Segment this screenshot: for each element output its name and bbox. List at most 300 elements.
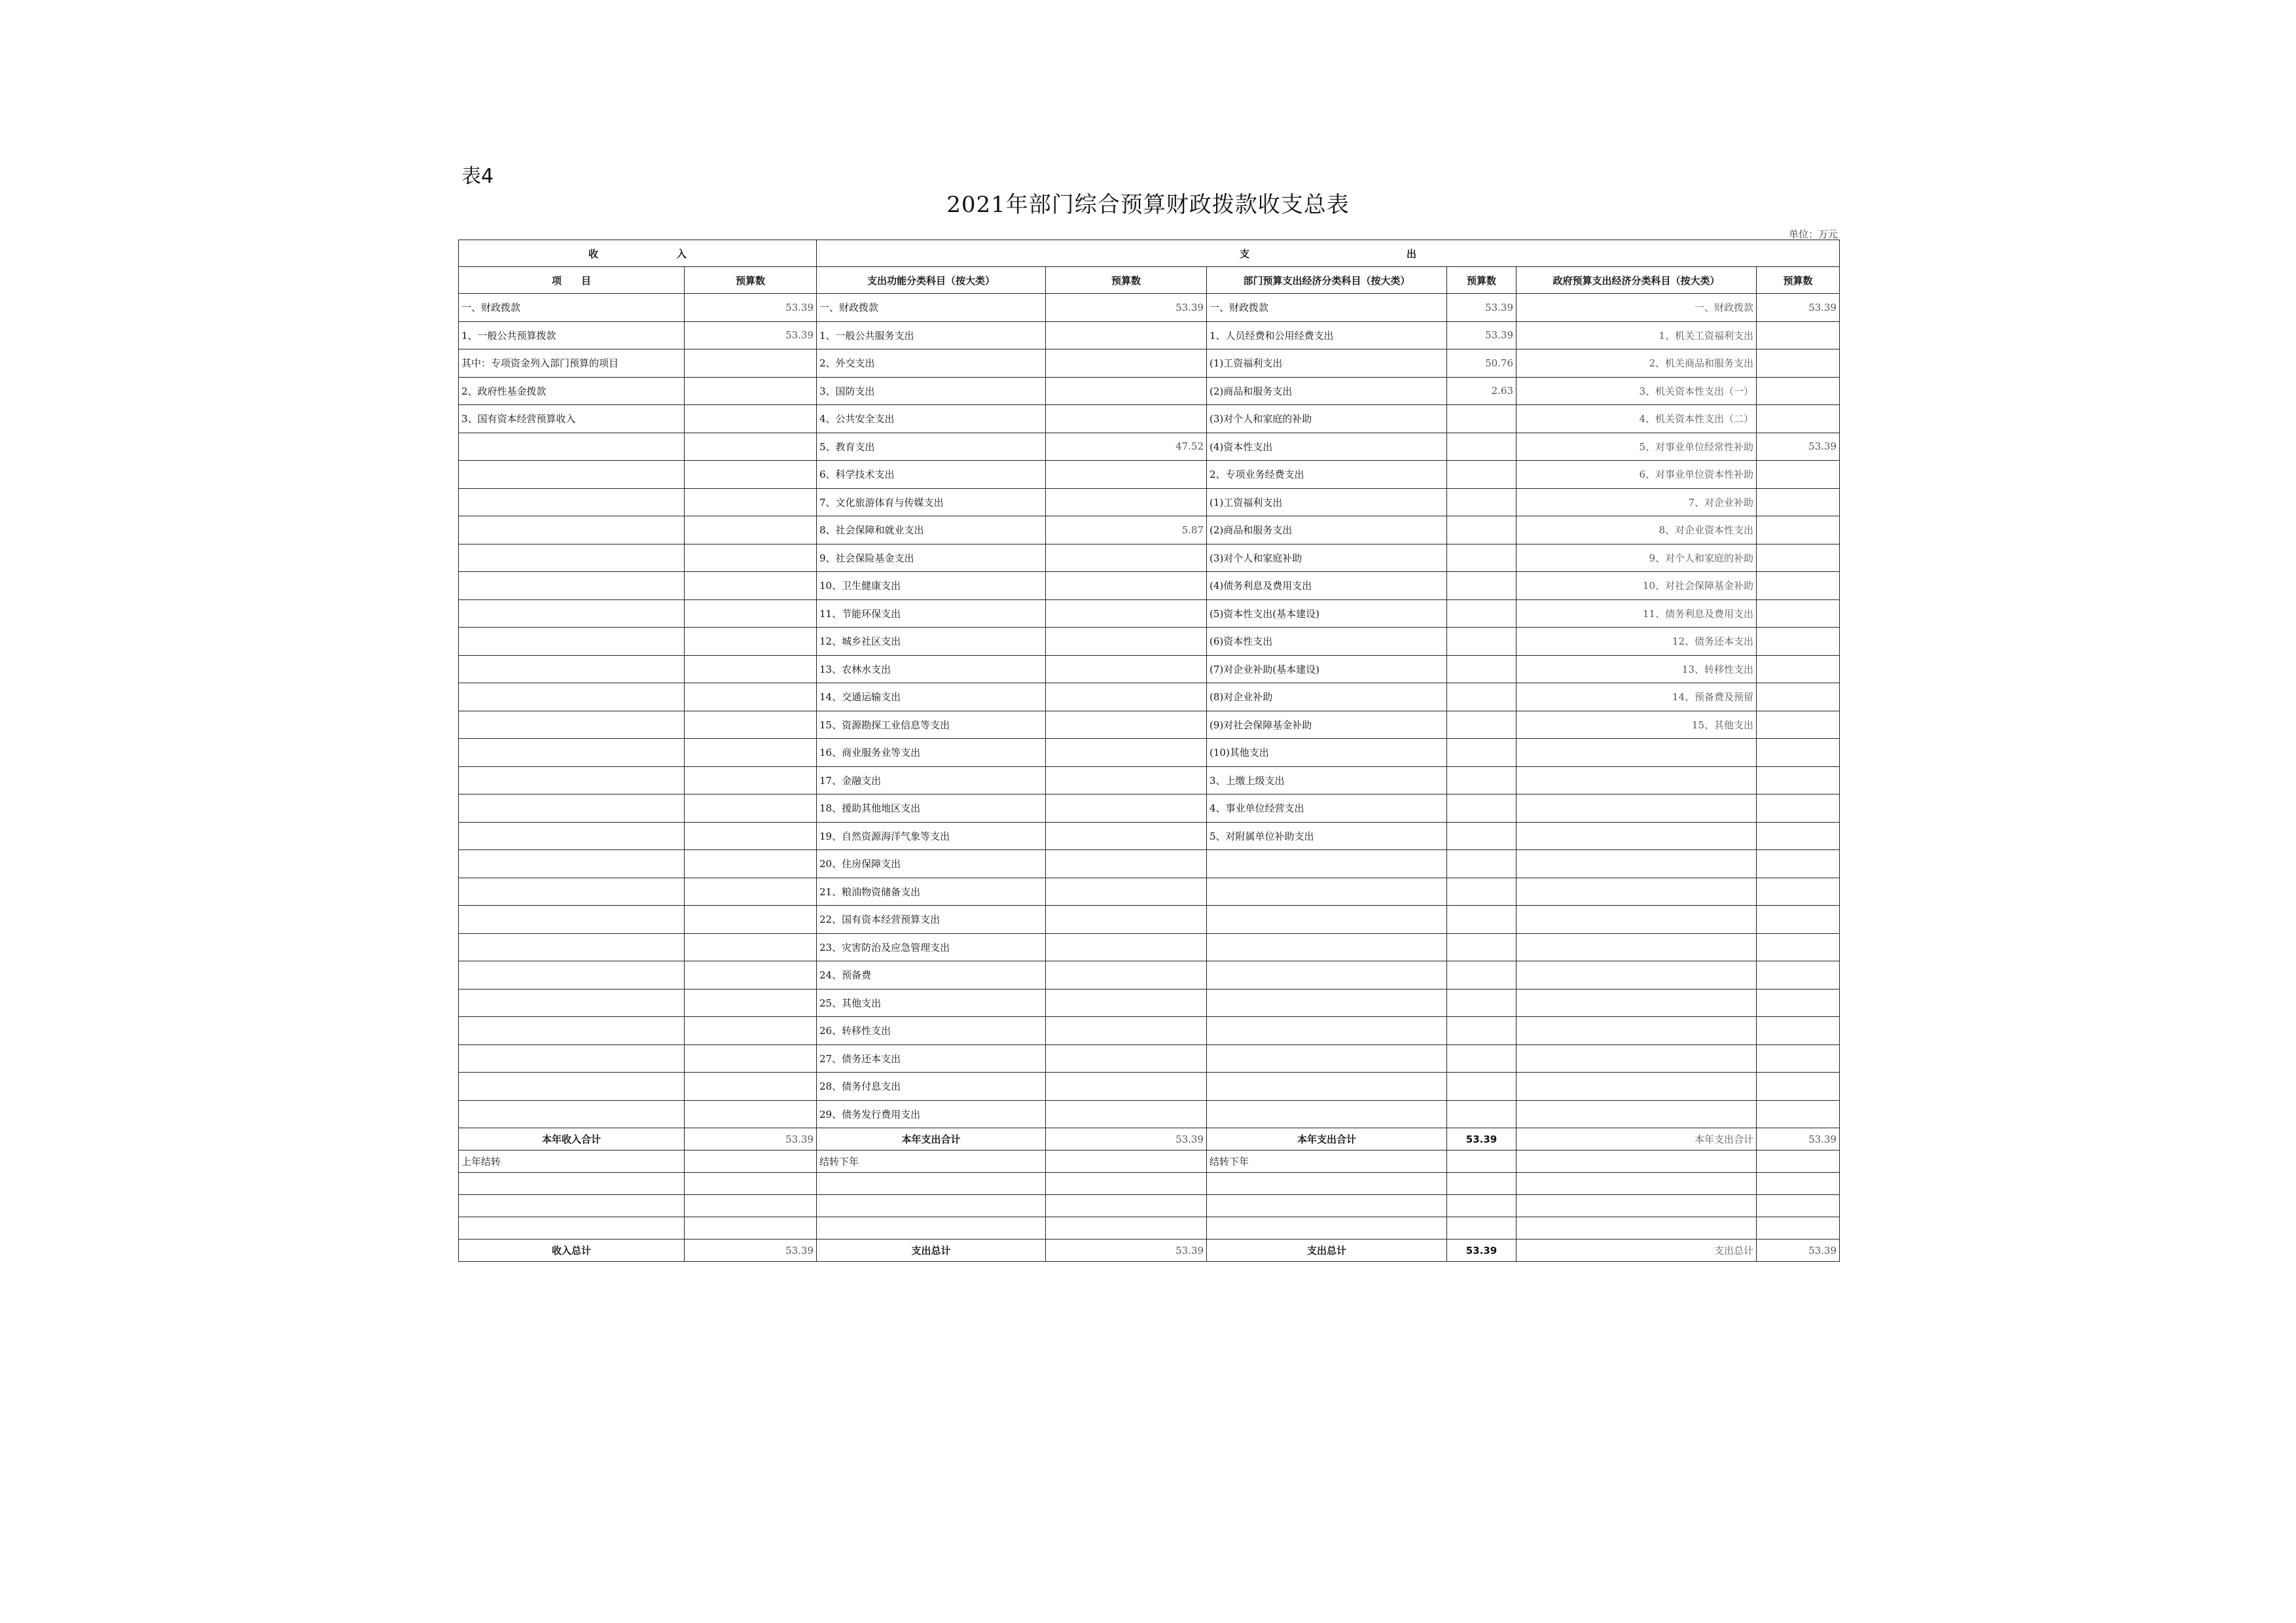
- col-header-budget: 预算数: [685, 267, 817, 294]
- budget-value-cell: [685, 850, 817, 878]
- empty-row: [459, 1195, 1840, 1217]
- item-cell: [459, 488, 685, 516]
- item-cell: [1207, 906, 1447, 934]
- budget-value-cell: 2、机关商品和服务支出: [1516, 349, 1757, 378]
- table-row: [459, 405, 1840, 433]
- budget-value-cell: [1757, 1044, 1840, 1073]
- total-value-cell: 53.39: [685, 1128, 817, 1150]
- budget-value-cell: [1757, 599, 1840, 628]
- budget-value-cell: [1447, 1044, 1516, 1073]
- item-cell: 3、上缴上级支出: [1207, 766, 1447, 794]
- budget-value-cell: 7、对企业补助: [1516, 488, 1757, 516]
- budget-value-cell: [1046, 544, 1207, 572]
- item-cell: (3)对个人和家庭的补助: [1207, 405, 1447, 433]
- item-cell: [1207, 1073, 1447, 1101]
- item-cell: [459, 433, 685, 461]
- item-cell: [459, 766, 685, 794]
- budget-value-cell: [1516, 961, 1757, 990]
- budget-value-cell: [1046, 739, 1207, 767]
- carry-label-cell: 结转下年: [1207, 1150, 1447, 1173]
- item-cell: 15、资源勘探工业信息等支出: [817, 711, 1046, 739]
- table-row: [459, 1100, 1840, 1128]
- budget-value-cell: 6、对事业单位资本性补助: [1516, 461, 1757, 489]
- budget-value-cell: [1516, 766, 1757, 794]
- empty-cell: [1516, 1195, 1757, 1217]
- item-cell: 29、债务发行费用支出: [817, 1100, 1046, 1128]
- budget-value-cell: [1757, 711, 1840, 739]
- budget-value-cell: [1447, 933, 1516, 961]
- item-cell: [459, 850, 685, 878]
- item-cell: [1207, 850, 1447, 878]
- budget-value-cell: [1757, 766, 1840, 794]
- budget-value-cell: [685, 655, 817, 683]
- budget-value-cell: 5.87: [1046, 516, 1207, 544]
- budget-value-cell: [685, 933, 817, 961]
- item-cell: 26、转移性支出: [817, 1017, 1046, 1045]
- total-value-cell: 53.39: [1046, 1128, 1207, 1150]
- table-row: [459, 878, 1840, 906]
- budget-value-cell: [685, 878, 817, 906]
- budget-value-cell: [1757, 1017, 1840, 1045]
- item-cell: [1207, 961, 1447, 990]
- item-cell: 5、教育支出: [817, 433, 1046, 461]
- budget-value-cell: [1757, 794, 1840, 823]
- total-value-cell: 53.39: [1447, 1240, 1516, 1262]
- item-cell: [459, 1044, 685, 1073]
- item-cell: [1207, 1017, 1447, 1045]
- budget-value-cell: 53.39: [1757, 433, 1840, 461]
- budget-value-cell: [1447, 850, 1516, 878]
- budget-value-cell: [685, 377, 817, 405]
- budget-value-cell: [1757, 1073, 1840, 1101]
- item-cell: (4)资本性支出: [1207, 433, 1447, 461]
- group-header-row: [459, 240, 1840, 267]
- table-row: [459, 961, 1840, 990]
- budget-value-cell: [685, 794, 817, 823]
- item-cell: 14、交通运输支出: [817, 683, 1046, 711]
- item-cell: (1)工资福利支出: [1207, 488, 1447, 516]
- budget-value-cell: [1046, 766, 1207, 794]
- total-value-cell: 53.39: [1757, 1240, 1840, 1262]
- table-label: 表4: [461, 165, 494, 188]
- budget-value-cell: [1046, 461, 1207, 489]
- item-cell: 5、对附属单位补助支出: [1207, 822, 1447, 850]
- budget-value-cell: [685, 739, 817, 767]
- budget-value-cell: [685, 1100, 817, 1128]
- table-row: [459, 349, 1840, 378]
- budget-value-cell: [1447, 405, 1516, 433]
- item-cell: 25、其他支出: [817, 989, 1046, 1017]
- item-cell: 4、事业单位经营支出: [1207, 794, 1447, 823]
- budget-value-cell: [1516, 850, 1757, 878]
- table-row: [459, 433, 1840, 461]
- budget-value-cell: 10、对社会保障基金补助: [1516, 572, 1757, 600]
- budget-value-cell: 13、转移性支出: [1516, 655, 1757, 683]
- table-row: [459, 321, 1840, 349]
- budget-value-cell: [1447, 1073, 1516, 1101]
- item-cell: (6)资本性支出: [1207, 628, 1447, 656]
- item-cell: 27、债务还本支出: [817, 1044, 1046, 1073]
- budget-value-cell: [1046, 655, 1207, 683]
- budget-value-cell: [1447, 433, 1516, 461]
- budget-value-cell: [1757, 739, 1840, 767]
- budget-value-cell: [1046, 822, 1207, 850]
- table-row: [459, 711, 1840, 739]
- income-group-header: 收 入: [459, 240, 817, 267]
- total-value-cell: 53.39: [685, 1240, 817, 1262]
- budget-value-cell: [685, 572, 817, 600]
- budget-value-cell: [685, 349, 817, 378]
- budget-value-cell: [1757, 989, 1840, 1017]
- table-row: [459, 628, 1840, 656]
- empty-cell: [817, 1173, 1046, 1195]
- budget-value-cell: [1757, 822, 1840, 850]
- budget-value-cell: 15、其他支出: [1516, 711, 1757, 739]
- budget-value-cell: [1757, 961, 1840, 990]
- col-header-gov-econ: 政府预算支出经济分类科目（按大类）: [1516, 267, 1757, 294]
- item-cell: 8、社会保障和就业支出: [817, 516, 1046, 544]
- budget-value-cell: [1046, 906, 1207, 934]
- budget-value-cell: 53.39: [1447, 321, 1516, 349]
- empty-cell: [1207, 1173, 1447, 1195]
- total-label-cell: 支出总计: [817, 1240, 1046, 1262]
- empty-cell: [1757, 1195, 1840, 1217]
- budget-value-cell: [685, 488, 817, 516]
- item-cell: (2)商品和服务支出: [1207, 377, 1447, 405]
- budget-value-cell: [1757, 850, 1840, 878]
- budget-value-cell: [1046, 1100, 1207, 1128]
- budget-value-cell: [1757, 878, 1840, 906]
- budget-value-cell: [1447, 628, 1516, 656]
- budget-value-cell: [1757, 933, 1840, 961]
- item-cell: (9)对社会保障基金补助: [1207, 711, 1447, 739]
- budget-value-cell: [685, 822, 817, 850]
- budget-value-cell: [1516, 906, 1757, 934]
- item-cell: 6、科学技术支出: [817, 461, 1046, 489]
- item-cell: (8)对企业补助: [1207, 683, 1447, 711]
- budget-value-cell: [1046, 488, 1207, 516]
- budget-value-cell: 14、预备费及预留: [1516, 683, 1757, 711]
- total-label-cell: 收入总计: [459, 1240, 685, 1262]
- budget-value-cell: [1757, 544, 1840, 572]
- budget-value-cell: [1046, 405, 1207, 433]
- item-cell: [459, 989, 685, 1017]
- table-row: [459, 655, 1840, 683]
- item-cell: 2、专项业务经费支出: [1207, 461, 1447, 489]
- col-header-func-class: 支出功能分类科目（按大类）: [817, 267, 1046, 294]
- budget-value-cell: [685, 461, 817, 489]
- empty-cell: [1447, 1217, 1516, 1240]
- item-cell: (4)债务利息及费用支出: [1207, 572, 1447, 600]
- item-cell: 1、一般公共服务支出: [817, 321, 1046, 349]
- budget-value-cell: [1516, 1100, 1757, 1128]
- item-cell: [1207, 878, 1447, 906]
- total-label-cell: 本年支出合计: [1207, 1128, 1447, 1150]
- budget-value-cell: [1046, 1073, 1207, 1101]
- budget-value-cell: [1447, 516, 1516, 544]
- budget-value-cell: [1046, 878, 1207, 906]
- budget-value-cell: [685, 711, 817, 739]
- budget-value-cell: [1757, 321, 1840, 349]
- budget-value-cell: 50.76: [1447, 349, 1516, 378]
- item-cell: (5)资本性支出(基本建设): [1207, 599, 1447, 628]
- table-row: [459, 1044, 1840, 1073]
- carry-label-cell: 上年结转: [459, 1150, 685, 1173]
- item-cell: 16、商业服务业等支出: [817, 739, 1046, 767]
- item-cell: (1)工资福利支出: [1207, 349, 1447, 378]
- budget-value-cell: [1757, 628, 1840, 656]
- empty-cell: [459, 1195, 685, 1217]
- budget-value-cell: 9、对个人和家庭的补助: [1516, 544, 1757, 572]
- budget-value-cell: [1447, 683, 1516, 711]
- budget-value-cell: 53.39: [1447, 294, 1516, 322]
- budget-value-cell: [1046, 989, 1207, 1017]
- empty-cell: [1046, 1173, 1207, 1195]
- budget-value-cell: 2.63: [1447, 377, 1516, 405]
- item-cell: 1、人员经费和公用经费支出: [1207, 321, 1447, 349]
- budget-value-cell: [1757, 349, 1840, 378]
- budget-value-cell: [685, 1150, 817, 1173]
- page-title: 2021年部门综合预算财政拨款收支总表: [946, 192, 1350, 218]
- item-cell: [459, 516, 685, 544]
- budget-value-cell: 53.39: [1046, 294, 1207, 322]
- budget-value-cell: [1046, 377, 1207, 405]
- item-cell: 7、文化旅游体育与传媒支出: [817, 488, 1046, 516]
- table-row: [459, 794, 1840, 823]
- carry-over-row: [459, 1150, 1840, 1173]
- item-cell: [459, 822, 685, 850]
- budget-value-cell: [1447, 711, 1516, 739]
- total-value-cell: 53.39: [1046, 1240, 1207, 1262]
- budget-value-cell: [1516, 1044, 1757, 1073]
- empty-cell: [459, 1173, 685, 1195]
- item-cell: 13、农林水支出: [817, 655, 1046, 683]
- budget-value-cell: [1447, 1017, 1516, 1045]
- budget-value-cell: [1447, 655, 1516, 683]
- budget-value-cell: [1447, 461, 1516, 489]
- budget-value-cell: [1516, 933, 1757, 961]
- table-row: [459, 1017, 1840, 1045]
- budget-value-cell: [685, 405, 817, 433]
- table-row: [459, 461, 1840, 489]
- budget-value-cell: [1447, 822, 1516, 850]
- budget-value-cell: [1447, 1150, 1516, 1173]
- empty-cell: [817, 1195, 1046, 1217]
- total-label-cell: 本年收入合计: [459, 1128, 685, 1150]
- table-row: [459, 377, 1840, 405]
- budget-value-cell: [1757, 488, 1840, 516]
- budget-value-cell: [685, 1017, 817, 1045]
- item-cell: 19、自然资源海洋气象等支出: [817, 822, 1046, 850]
- budget-value-cell: 3、机关资本性支出（一）: [1516, 377, 1757, 405]
- budget-value-cell: [1046, 933, 1207, 961]
- budget-value-cell: [1046, 794, 1207, 823]
- total-value-cell: 支出总计: [1516, 1240, 1757, 1262]
- budget-value-cell: 一、财政拨款: [1516, 294, 1757, 322]
- item-cell: 22、国有资本经营预算支出: [817, 906, 1046, 934]
- item-cell: [459, 1100, 685, 1128]
- budget-value-cell: [1046, 1150, 1207, 1173]
- empty-cell: [1516, 1217, 1757, 1240]
- budget-value-cell: [1046, 572, 1207, 600]
- budget-value-cell: [1046, 711, 1207, 739]
- budget-value-cell: 53.39: [1757, 294, 1840, 322]
- table-row: [459, 516, 1840, 544]
- col-header-item: 项 目: [459, 267, 685, 294]
- budget-value-cell: [685, 683, 817, 711]
- budget-value-cell: [1046, 349, 1207, 378]
- budget-value-cell: [1516, 822, 1757, 850]
- item-cell: 24、预备费: [817, 961, 1046, 990]
- table-row: [459, 906, 1840, 934]
- item-cell: 一、财政拨款: [1207, 294, 1447, 322]
- col-header-budget: 预算数: [1447, 267, 1516, 294]
- item-cell: [459, 628, 685, 656]
- total-value-cell: 53.39: [1757, 1128, 1840, 1150]
- empty-cell: [1447, 1195, 1516, 1217]
- budget-value-cell: [1447, 906, 1516, 934]
- budget-value-cell: [685, 961, 817, 990]
- budget-value-cell: [1046, 599, 1207, 628]
- item-cell: 3、国有资本经营预算收入: [459, 405, 685, 433]
- budget-value-cell: [1447, 989, 1516, 1017]
- empty-cell: [1757, 1217, 1840, 1240]
- year-total-row: [459, 1128, 1840, 1150]
- budget-value-cell: [1046, 850, 1207, 878]
- budget-value-cell: [1447, 766, 1516, 794]
- total-label-cell: 支出总计: [1207, 1240, 1447, 1262]
- budget-value-cell: 1、机关工资福利支出: [1516, 321, 1757, 349]
- item-cell: 2、外交支出: [817, 349, 1046, 378]
- total-value-cell: 53.39: [1447, 1128, 1516, 1150]
- empty-row: [459, 1173, 1840, 1195]
- budget-table: [458, 240, 1840, 1262]
- budget-value-cell: [685, 1073, 817, 1101]
- budget-value-cell: [685, 989, 817, 1017]
- budget-value-cell: [1447, 544, 1516, 572]
- item-cell: [459, 599, 685, 628]
- budget-value-cell: [1046, 628, 1207, 656]
- budget-value-cell: 4、机关资本性支出（二）: [1516, 405, 1757, 433]
- budget-value-cell: [685, 766, 817, 794]
- budget-value-cell: [685, 1044, 817, 1073]
- budget-value-cell: 8、对企业资本性支出: [1516, 516, 1757, 544]
- table-row: [459, 544, 1840, 572]
- table-row: [459, 572, 1840, 600]
- empty-cell: [1757, 1173, 1840, 1195]
- empty-cell: [1207, 1217, 1447, 1240]
- empty-cell: [685, 1195, 817, 1217]
- item-cell: 18、援助其他地区支出: [817, 794, 1046, 823]
- budget-value-cell: [1046, 683, 1207, 711]
- budget-value-cell: [685, 906, 817, 934]
- item-cell: [1207, 933, 1447, 961]
- col-header-budget: 预算数: [1757, 267, 1840, 294]
- budget-value-cell: 47.52: [1046, 433, 1207, 461]
- item-cell: [459, 739, 685, 767]
- budget-value-cell: [685, 433, 817, 461]
- item-cell: [459, 655, 685, 683]
- budget-value-cell: [1757, 377, 1840, 405]
- col-header-dept-econ: 部门预算支出经济分类科目（按大类）: [1207, 267, 1447, 294]
- table-row: [459, 294, 1840, 322]
- budget-value-cell: [1046, 961, 1207, 990]
- budget-value-cell: [1046, 321, 1207, 349]
- budget-value-cell: 53.39: [685, 321, 817, 349]
- item-cell: 23、灾害防治及应急管理支出: [817, 933, 1046, 961]
- budget-value-cell: [1447, 794, 1516, 823]
- table-row: [459, 766, 1840, 794]
- item-cell: (7)对企业补助(基本建设): [1207, 655, 1447, 683]
- empty-row: [459, 1217, 1840, 1240]
- item-cell: [459, 544, 685, 572]
- table-row: [459, 739, 1840, 767]
- budget-value-cell: [1046, 1044, 1207, 1073]
- item-cell: 其中：专项资金列入部门预算的项目: [459, 349, 685, 378]
- item-cell: [459, 794, 685, 823]
- empty-cell: [1447, 1173, 1516, 1195]
- budget-value-cell: 5、对事业单位经常性补助: [1516, 433, 1757, 461]
- table-row: [459, 850, 1840, 878]
- item-cell: [1207, 989, 1447, 1017]
- item-cell: [459, 1073, 685, 1101]
- item-cell: 3、国防支出: [817, 377, 1046, 405]
- item-cell: [459, 878, 685, 906]
- item-cell: (3)对个人和家庭补助: [1207, 544, 1447, 572]
- item-cell: 一、财政拨款: [817, 294, 1046, 322]
- budget-value-cell: [1046, 1017, 1207, 1045]
- item-cell: [1207, 1100, 1447, 1128]
- item-cell: 2、政府性基金拨款: [459, 377, 685, 405]
- budget-value-cell: [1447, 572, 1516, 600]
- item-cell: 9、社会保险基金支出: [817, 544, 1046, 572]
- empty-cell: [685, 1217, 817, 1240]
- table-row: [459, 488, 1840, 516]
- budget-value-cell: 11、债务利息及费用支出: [1516, 599, 1757, 628]
- budget-value-cell: [1516, 1017, 1757, 1045]
- budget-value-cell: [685, 628, 817, 656]
- budget-value-cell: [1516, 1073, 1757, 1101]
- empty-cell: [1046, 1195, 1207, 1217]
- item-cell: 4、公共安全支出: [817, 405, 1046, 433]
- budget-value-cell: [685, 599, 817, 628]
- item-cell: [459, 461, 685, 489]
- table-row: [459, 1073, 1840, 1101]
- item-cell: [1207, 1044, 1447, 1073]
- budget-value-cell: [1447, 488, 1516, 516]
- item-cell: [459, 1017, 685, 1045]
- item-cell: [459, 683, 685, 711]
- item-cell: 1、一般公共预算拨款: [459, 321, 685, 349]
- item-cell: 10、卫生健康支出: [817, 572, 1046, 600]
- empty-cell: [459, 1217, 685, 1240]
- empty-cell: [1046, 1217, 1207, 1240]
- budget-value-cell: [685, 544, 817, 572]
- budget-value-cell: [1757, 405, 1840, 433]
- budget-value-cell: [1757, 1150, 1840, 1173]
- table-row: [459, 683, 1840, 711]
- grand-total-row: [459, 1240, 1840, 1262]
- budget-value-cell: [1757, 572, 1840, 600]
- budget-value-cell: [1516, 878, 1757, 906]
- budget-value-cell: [1757, 906, 1840, 934]
- table-row: [459, 822, 1840, 850]
- budget-value-cell: [1516, 1150, 1757, 1173]
- budget-value-cell: [1447, 599, 1516, 628]
- item-cell: 12、城乡社区支出: [817, 628, 1046, 656]
- budget-value-cell: [1757, 655, 1840, 683]
- item-cell: [459, 572, 685, 600]
